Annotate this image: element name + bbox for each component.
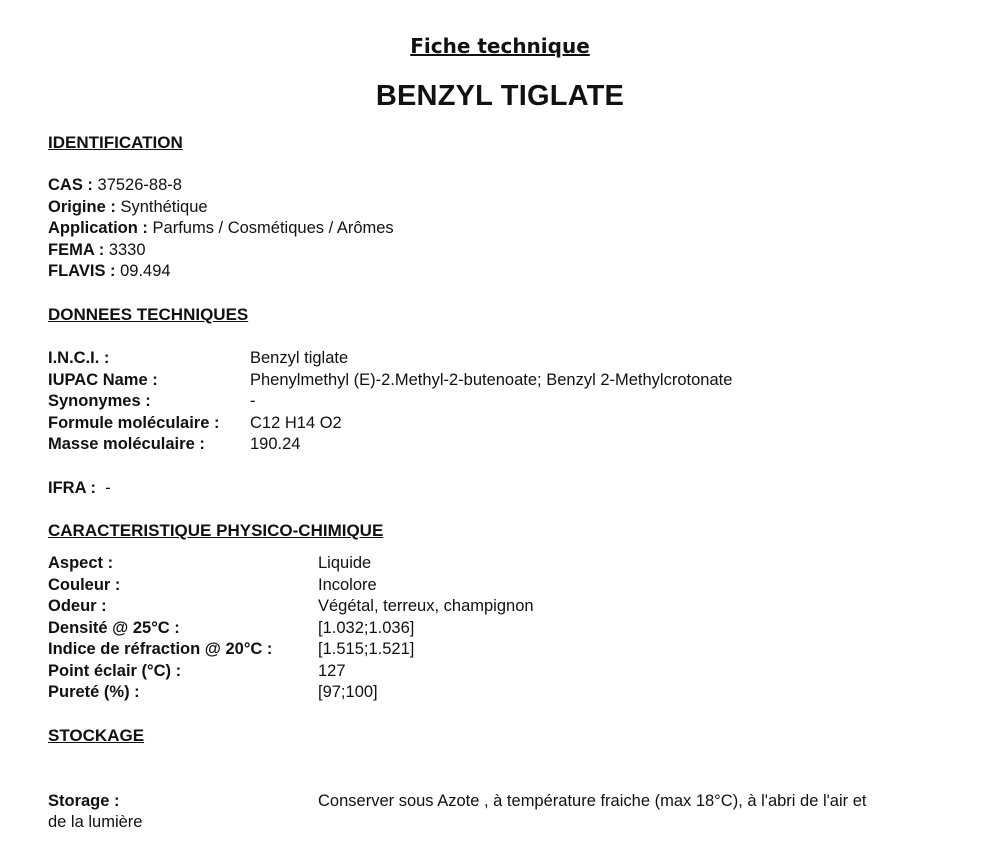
field-value: Parfums / Cosmétiques / Arômes xyxy=(152,219,394,237)
storage-instructions: Conserver sous Azote , à température fraiche (max 18°C), à l'abri de l'air et xyxy=(318,792,867,810)
identification-row xyxy=(48,197,208,219)
field-label: Synonymes : xyxy=(48,392,151,410)
field-value: Phenylmethyl (E)-2.Methyl-2-butenoate; Benzyl 2-Methylcrotonate xyxy=(250,370,733,389)
field-value: [1.515;1.521] xyxy=(318,640,415,658)
field-label: I.N.C.I. : xyxy=(48,349,110,367)
field-value: [1.032;1.036] xyxy=(318,618,415,637)
storage-label: Storage : xyxy=(48,792,120,810)
field-value: Liquide xyxy=(318,554,372,572)
document-type-title: Fiche technique xyxy=(410,34,590,58)
field-label: Densité @ 25°C : xyxy=(48,618,180,637)
field-value: C12 H14 O2 xyxy=(250,413,342,432)
field-label: Aspect : xyxy=(48,554,114,572)
field-label: Origine : xyxy=(48,197,116,216)
field-label: Couleur : xyxy=(48,575,121,594)
field-value: 09.494 xyxy=(120,262,171,280)
field-value: Incolore xyxy=(318,575,377,594)
field-value: [97;100] xyxy=(318,683,378,701)
field-value: 3330 xyxy=(108,240,146,259)
identification-row xyxy=(48,261,171,283)
field-label: Pureté (%) : xyxy=(48,683,140,701)
identification-row xyxy=(48,240,146,262)
field-label: Point éclair (°C) : xyxy=(48,661,182,680)
field-label: FEMA : xyxy=(48,240,105,259)
storage-heading: STOCKAGE xyxy=(48,726,145,745)
field-label: Odeur : xyxy=(48,597,107,615)
ifra-value: - xyxy=(105,479,111,497)
identification-row xyxy=(48,218,394,240)
identification-heading: IDENTIFICATION xyxy=(48,133,183,152)
ifra-label: IFRA : xyxy=(48,479,96,497)
technical-data-heading: DONNEES TECHNIQUES xyxy=(48,305,249,324)
field-label: Formule moléculaire : xyxy=(48,413,220,432)
physico-chemical-heading: CARACTERISTIQUE PHYSICO-CHIMIQUE xyxy=(48,521,384,540)
field-label: IUPAC Name : xyxy=(48,370,158,389)
field-label: FLAVIS : xyxy=(48,262,116,280)
ifra-row xyxy=(48,478,111,500)
field-label: Application : xyxy=(48,219,148,237)
field-label: Indice de réfraction @ 20°C : xyxy=(48,640,273,658)
field-value: Benzyl tiglate xyxy=(250,349,349,367)
field-value: Végétal, terreux, champignon xyxy=(318,597,534,615)
field-value: 37526-88-8 xyxy=(97,176,182,194)
field-value: - xyxy=(250,392,256,410)
field-value: Synthétique xyxy=(120,197,208,216)
product-name-title: BENZYL TIGLATE xyxy=(375,80,625,112)
field-label: CAS : xyxy=(48,176,93,194)
storage-instructions-continued: de la lumière xyxy=(48,813,143,831)
field-label: Masse moléculaire : xyxy=(48,435,205,453)
field-value: 190.24 xyxy=(250,435,301,453)
field-value: 127 xyxy=(318,661,346,680)
identification-row xyxy=(48,175,182,197)
